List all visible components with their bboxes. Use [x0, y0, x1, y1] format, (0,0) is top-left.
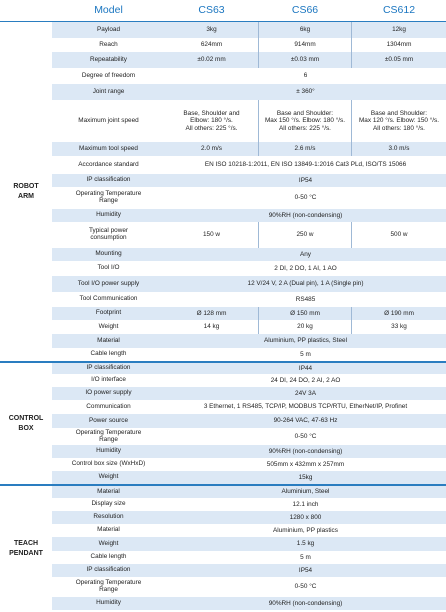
- spec-row: [52, 458, 446, 471]
- section-title-robot-arm: ROBOT ARM: [0, 22, 53, 361]
- spec-label: Control box size (WxHxD): [71, 460, 146, 468]
- spec-value-all: 5 m: [300, 553, 311, 561]
- spec-value-cs612: 12kg: [392, 26, 406, 34]
- spec-label: Footprint: [95, 309, 122, 317]
- spec-label: Typical power consumption: [88, 227, 129, 241]
- spec-row: [52, 524, 446, 537]
- spec-row: [52, 537, 446, 551]
- spec-label: Payload: [96, 25, 121, 33]
- spec-label: Joint range: [92, 87, 125, 95]
- spec-value-all: 90-264 VAC, 47-63 Hz: [273, 417, 338, 425]
- spec-value-cs63: 14 kg: [203, 323, 220, 331]
- spec-value-all: 6: [303, 72, 308, 80]
- spec-label: Resolution: [93, 513, 124, 521]
- spec-row: [52, 276, 446, 292]
- spec-row: [52, 597, 446, 610]
- spec-row: [52, 22, 446, 38]
- spec-label: Humidity: [96, 211, 121, 219]
- spec-label: Weight: [98, 539, 119, 547]
- spec-row: [52, 363, 446, 374]
- spec-row: [52, 400, 446, 414]
- spec-label: Humidity: [96, 599, 121, 607]
- header-cs66: CS66: [291, 4, 319, 16]
- spec-label: Degree of freedom: [81, 71, 136, 79]
- spec-value-all: 5 m: [300, 350, 311, 358]
- spec-label: Mounting: [95, 250, 122, 258]
- section-robot-arm: [0, 22, 446, 361]
- header-model: Model: [94, 4, 123, 16]
- spec-label: Cable length: [90, 350, 127, 358]
- spec-label: IP classification: [86, 364, 131, 372]
- spec-row: [52, 320, 446, 334]
- spec-value-all: 0-50 °C: [294, 432, 317, 440]
- header-cs612: CS612: [382, 4, 416, 16]
- spec-row: [52, 577, 446, 597]
- spec-label: Communication: [86, 402, 131, 410]
- spec-row: [52, 307, 446, 320]
- spec-value-cs63: ±0.02 mm: [197, 56, 226, 64]
- spec-value-cs612: ±0.05 mm: [384, 56, 414, 64]
- spec-label: Tool Communication: [79, 295, 138, 303]
- spec-label: Tool I/O: [97, 264, 120, 272]
- spec-value-all: Aluminium, PP plastics: [273, 526, 338, 534]
- spec-value-all: IP54: [298, 566, 313, 574]
- spec-value-cs66: 6kg: [299, 26, 311, 34]
- spec-label: Operating Temperature Range: [75, 428, 142, 443]
- spec-value-cs66: ±0.03 mm: [290, 56, 320, 64]
- spec-row: [52, 52, 446, 68]
- spec-row: [52, 374, 446, 387]
- spec-value-all: 1280 x 800: [289, 513, 322, 521]
- section-title-teach-pendant: TEACH PENDANT: [0, 486, 53, 612]
- spec-value-cs612: 3.0 m/s: [388, 145, 410, 153]
- spec-value-all: IP54: [298, 176, 313, 184]
- spec-label: Tool I/O power supply: [77, 279, 140, 287]
- spec-label: Weight: [98, 473, 119, 481]
- spec-value-all: 24V 3A: [295, 389, 316, 397]
- spec-label: Accordance standard: [78, 160, 139, 168]
- spec-value-cs63: 3kg: [206, 26, 217, 34]
- spec-value-all: 2 DI, 2 DO, 1 AI, 1 AO: [274, 264, 337, 272]
- spec-value-all: 3 Ethernet, 1 RS485, TCP/IP, MODBUS TCP/RTU, EtherNet/IP, Profinet: [203, 403, 408, 411]
- spec-value-all: 24 DI, 24 DO, 2 AI, 2 AO: [270, 376, 341, 384]
- spec-label: Operating Temperature Range: [75, 579, 142, 593]
- spec-label: Humidity: [96, 447, 121, 455]
- spec-value-all: Aluminium, Steel: [281, 488, 330, 496]
- spec-value-all: IP44: [298, 364, 313, 372]
- spec-row: [52, 511, 446, 524]
- section-title-control-box: CONTROL BOX: [0, 363, 53, 484]
- spec-row: [52, 248, 446, 261]
- spec-value-all: 0-50 °C: [294, 194, 317, 202]
- spec-row: [52, 486, 446, 498]
- spec-value-all: ± 360°: [296, 88, 315, 96]
- spec-row: [52, 414, 446, 428]
- section-teach-pendant: [0, 486, 446, 612]
- spec-value-all: 90%RH (non-condensing): [268, 211, 343, 219]
- spec-value-cs612: 1304mm: [386, 41, 412, 49]
- spec-value-all: 12.1 inch: [292, 500, 319, 508]
- spec-value-all: 15kg: [298, 473, 313, 481]
- spec-row: [52, 68, 446, 84]
- spec-row: [52, 209, 446, 222]
- spec-value-cs63: 624mm: [200, 41, 223, 49]
- spec-value-all: RS485: [295, 295, 316, 303]
- spec-row: [52, 551, 446, 564]
- spec-value-cs66: 20 kg: [297, 323, 313, 331]
- spec-label: IP classification: [86, 566, 131, 574]
- spec-row: [52, 387, 446, 400]
- spec-row: [52, 174, 446, 187]
- spec-value-all: EN ISO 10218-1:2011, EN ISO 13849-1:2016 Cat3 PLd, ISO/TS 15066: [204, 161, 407, 169]
- spec-row: [52, 222, 446, 248]
- spec-row: [52, 142, 446, 156]
- spec-value-cs612: 33 kg: [391, 323, 407, 331]
- spec-value-all: 505mm x 432mm x 257mm: [266, 460, 345, 468]
- spec-row: [52, 334, 446, 348]
- spec-value-cs612: Base and Shoulder: Max 120 °/s. Elbow: 150 °/s. All others: 180 °/s.: [358, 109, 440, 132]
- spec-row: [52, 156, 446, 174]
- spec-label: Repeatability: [90, 55, 127, 63]
- spec-value-cs63: 150 w: [202, 231, 221, 239]
- spec-value-cs63: Ø 128 mm: [196, 309, 227, 317]
- spec-value-cs612: Ø 190 mm: [384, 309, 414, 317]
- spec-value-cs66: 250 w: [296, 231, 314, 239]
- spec-label: Maximum joint speed: [78, 116, 139, 124]
- spec-value-all: 90%RH (non-condensing): [268, 447, 343, 455]
- spec-value-cs612: 500 w: [390, 231, 408, 239]
- spec-value-all: 90%RH (non-condensing): [268, 599, 343, 607]
- spec-row: [52, 471, 446, 484]
- spec-value-cs66: Ø 150 mm: [290, 309, 320, 317]
- spec-value-cs66: 914mm: [294, 41, 316, 49]
- spec-value-all: 0-50 °C: [294, 583, 317, 591]
- spec-value-all: 12 V/24 V, 2 A (Dual pin), 1 A (Single pin): [247, 280, 364, 288]
- spec-row: [52, 187, 446, 209]
- spec-label: Material: [97, 336, 120, 344]
- spec-row: [52, 445, 446, 458]
- spec-label: IO power supply: [85, 389, 132, 397]
- spec-label: Material: [97, 526, 120, 534]
- spec-value-cs63: Base, Shoulder and Elbow: 180 °/s. All others: 225 °/s.: [183, 109, 240, 132]
- spec-row: [52, 261, 446, 276]
- spec-value-cs66: Base and Shoulder: Max 150 °/s. Elbow: 180 °/s. All others: 225 °/s.: [264, 109, 346, 132]
- spec-value-cs63: 2.0 m/s: [201, 145, 222, 153]
- spec-row: [52, 564, 446, 577]
- spec-row: [52, 38, 446, 52]
- spec-value-cs66: 2.6 m/s: [294, 145, 316, 153]
- spec-label: Operating Temperature Range: [75, 190, 142, 204]
- spec-label: Reach: [99, 40, 118, 48]
- spec-row: [52, 292, 446, 307]
- spec-value-all: Any: [299, 250, 311, 258]
- spec-label: Power source: [88, 416, 129, 424]
- spec-row: [52, 428, 446, 445]
- spec-row: [52, 348, 446, 361]
- spec-row: [52, 498, 446, 511]
- spec-label: IP classification: [86, 176, 131, 184]
- spec-row: [52, 84, 446, 100]
- spec-label: Material: [97, 487, 120, 495]
- spec-label: Cable length: [90, 553, 127, 561]
- spec-label: Maximum tool speed: [79, 144, 138, 152]
- section-control-box: [0, 363, 446, 484]
- spec-label: I/O interface: [91, 376, 126, 384]
- spec-row: [52, 100, 446, 142]
- spec-value-all: 1.5 kg: [296, 540, 315, 548]
- spec-label: Display size: [91, 500, 126, 508]
- spec-value-all: Aluminium, PP plastics, Steel: [264, 337, 347, 345]
- header-cs63: CS63: [198, 4, 225, 16]
- spec-label: Weight: [98, 322, 119, 330]
